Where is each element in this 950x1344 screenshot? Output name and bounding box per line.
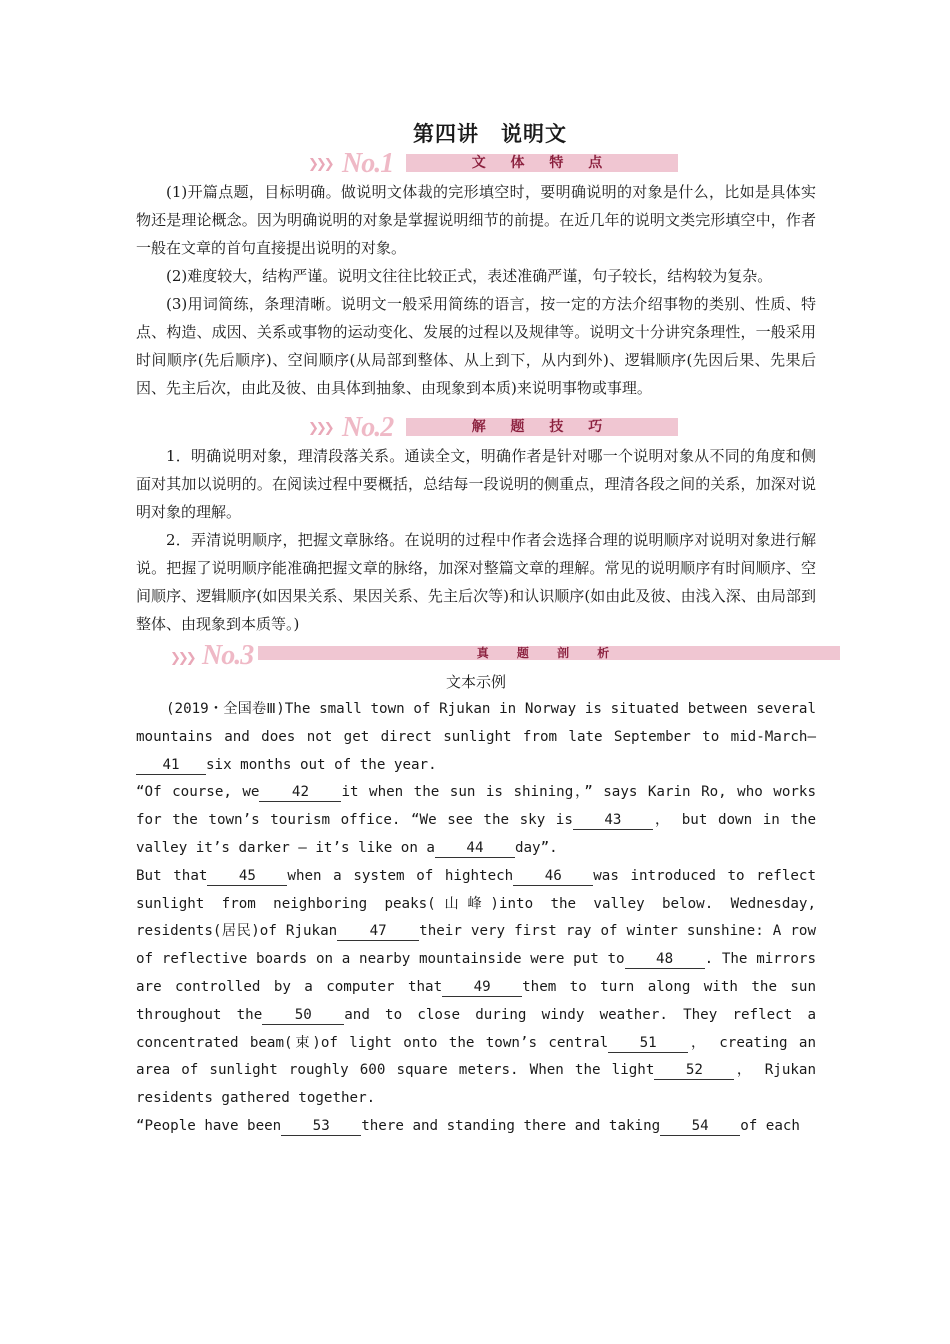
blank-43: 43 [573, 811, 653, 830]
passage-text: (2019・全国卷Ⅲ)The small town of Rjukan in Norway is situated between several mountains and does not get direct sunlight from late September to mid-March— [136, 701, 816, 745]
passage-text: “Of course, we [136, 784, 260, 801]
blank-46: 46 [513, 867, 593, 886]
passage-text: ， Rjukan residents gathered together. [136, 1062, 816, 1107]
passage-text: ， creating an area of sunlight roughly 600 square meters. When the light [136, 1034, 817, 1079]
blank-49: 49 [442, 978, 522, 997]
passage-paragraph [136, 1113, 816, 1141]
passage-text: their very first ray of winter sunshine: A row of reflective boards on a nearby mountainside were put to [136, 923, 816, 968]
section-number-3: No.3 [202, 640, 254, 671]
section-heading-1: 文 体 特 点 [406, 154, 678, 172]
paragraph: (2)难度较大，结构严谨。说明文往往比较正式，表述准确严谨，句子较长，结构较为复杂。 [166, 267, 773, 285]
section-heading-3: 真 题 剖 析 [258, 646, 840, 660]
blank-45: 45 [207, 867, 287, 886]
section-banner-2 [136, 412, 816, 443]
subtitle: 文本示例 [445, 673, 506, 691]
passage-text: six months out of the year. [206, 756, 437, 773]
chevron-icon: ❯❯❯ [308, 421, 332, 436]
chevron-icon: ❯❯❯ [308, 157, 332, 172]
blank-42: 42 [259, 783, 341, 802]
passage-text: there and standing there and taking [361, 1117, 661, 1134]
passage-text: “People have been [136, 1117, 282, 1134]
passage-paragraph [136, 863, 816, 1113]
section-banner-1 [136, 148, 816, 179]
page-title: 第四讲 说明文 [413, 121, 567, 146]
paragraph: 2．弄清说明顺序，把握文章脉络。在说明的过程中作者会选择合理的说明顺序对说明对象进行解说。把握了说明顺序能准确把握文章的脉络，加深对整篇文章的理解。常见的说明顺序有时间顺序、空间顺序、逻辑顺序(如因果关系、果因关系、先主后次等)和认识顺序(如由此及彼、由浅入深、由局部到整体、由现象到本质等。) [136, 531, 816, 633]
section-number-2: No.2 [342, 412, 394, 443]
passage-text: of each [740, 1117, 800, 1134]
paragraph: (3)用词简练，条理清晰。说明文一般采用简练的语言，按一定的方法介绍事物的类别、性质、特点、构造、成因、关系或事物的运动变化、发展的过程以及规律等。说明文十分讲究条理性，一般采用时间顺序(先后顺序)、空间顺序(从局部到整体、从上到下，从内到外)、逻辑顺序(先因后果、先果后因、先主后次，由此及彼、由具体到抽象、由现象到本质)来说明事物或事理。 [136, 295, 816, 397]
blank-50: 50 [262, 1006, 344, 1025]
blank-44: 44 [435, 839, 515, 858]
blank-52: 52 [654, 1061, 734, 1080]
document-page [136, 118, 816, 1141]
blank-53: 53 [281, 1117, 361, 1136]
passage-text: ， but down in the valley it’s darker — it’s like on a [136, 812, 816, 856]
passage-paragraph [136, 696, 816, 779]
chevron-icon: ❯❯❯ [170, 651, 194, 666]
passage-text: them to turn along with the sun throughout the [136, 978, 817, 1023]
blank-47: 47 [337, 922, 419, 941]
passage-text: it when the sun is shining，” says Karin Ro, who works for the town’s tourism office. “We see the sky is [136, 784, 816, 829]
passage-text: But that [136, 867, 208, 884]
blank-48: 48 [625, 950, 705, 969]
passage-paragraph [136, 779, 816, 862]
section-number-1: No.1 [342, 148, 394, 179]
section-heading-2: 解 题 技 巧 [406, 418, 678, 436]
blank-54: 54 [660, 1117, 740, 1136]
paragraph: (1)开篇点题，目标明确。做说明文体裁的完形填空时，要明确说明的对象是什么，比如是具体实物还是理论概念。因为明确说明的对象是掌握说明细节的前提。在近几年的说明文类完形填空中，作者一般在文章的首句直接提出说明的对象。 [136, 183, 816, 257]
passage-text: was introduced to reflect sunlight from neighboring peaks(山峰)into the valley below. Wednesday, residents(居民)of Rjukan [136, 867, 816, 940]
passage-text: and to close during windy weather. They reflect a concentrated beam(束)of light onto the town’s central [136, 1006, 816, 1051]
blank-41: 41 [136, 756, 206, 775]
passage-text: . The mirrors are controlled by a computer that [136, 951, 816, 995]
paragraph: 1．明确说明对象，理清段落关系。通读全文，明确作者是针对哪一个说明对象从不同的角度和侧面对其加以说明的。在阅读过程中要概括，总结每一段说明的侧重点，理清各段之间的关系，加深对说明对象的理解。 [136, 447, 816, 521]
section-banner-3 [136, 640, 816, 671]
passage-text: day”. [514, 839, 558, 856]
blank-51: 51 [608, 1034, 688, 1053]
passage-text: when a system of hightech [287, 867, 514, 884]
